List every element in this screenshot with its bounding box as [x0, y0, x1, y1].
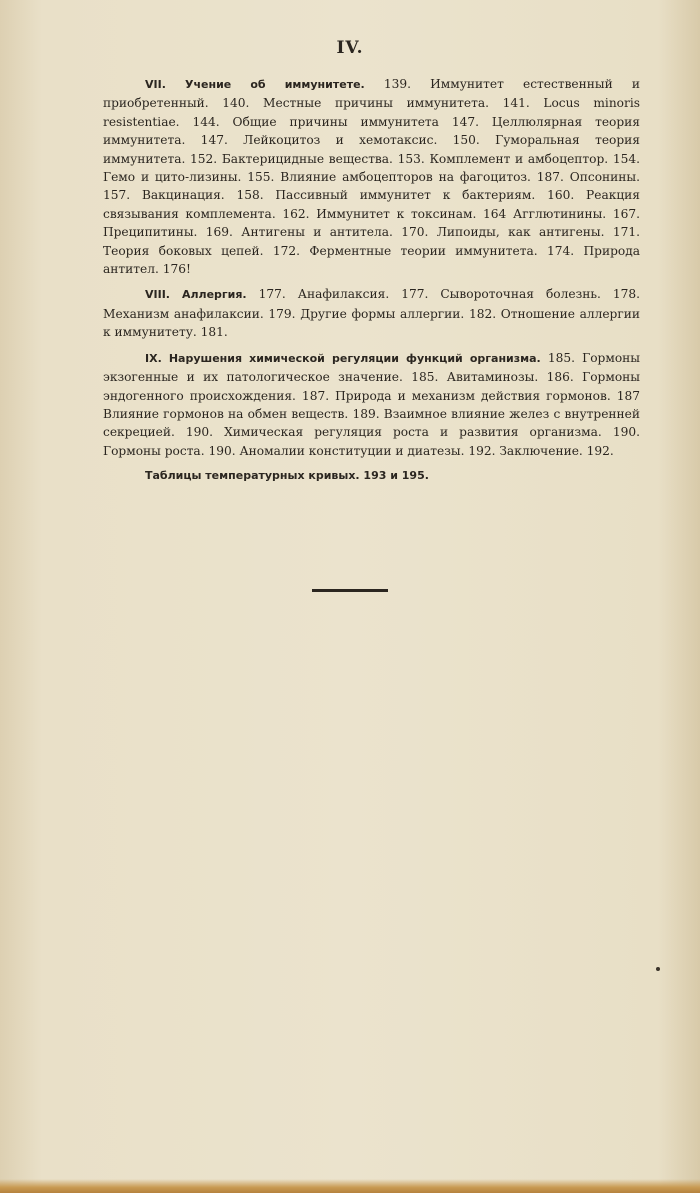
section-heading: VII. Учение об иммунитете.: [145, 78, 365, 91]
toc-section-ix: [103, 349, 640, 460]
section-heading: IX. Нарушения химической регуляции функций организма.: [145, 351, 541, 365]
page-number: IV.: [336, 38, 364, 58]
section-text: 177. Анафилаксия. 177. Сывороточная болезнь. 178. Механизм анафилаксии. 179. Другие формы аллергии. 182. Отношение аллергии к иммунитету. 181.: [103, 287, 640, 340]
paper-speck: [656, 967, 660, 971]
section-heading: VIII. Аллергия.: [145, 288, 247, 302]
section-divider: [312, 589, 388, 592]
toc-section-viii: [103, 285, 640, 341]
section-text: 139. Иммунитет естественный и приобретенный. 140. Местные причины иммунитета. 141. Locus minoris resistentiae. 144. Общие причины иммунитета 147. Целлюлярная теория иммунитета. 147. Лейкоцитоз и хемотаксис. 150. Гуморальная теория иммунитета. 152. Бактерицидные вещества. 153. Комплемент и амбоцептор. 154. Гемо и цито-лизины. 155. Влияние амбоцепторов на фагоцитоз. 187. Опсонины. 157. Вакцинация. 158. Пассивный иммунитет к бактериям. 160. Реакция связывания комплемента. 162. Иммунитет к токсинам. 164 Агглютинины. 167. Преципитины. 169. Антигены и антитела. 170. Липоиды, как антигены. 171. Теория боковых цепей. 172. Ферментные теории иммунитета. 174. Природа антител. 176!: [103, 77, 640, 277]
table-of-contents: [103, 75, 640, 486]
section-text: 185. Гормоны экзогенные и их патологическое значение. 185. Авитаминозы. 186. Гормоны эндогенного происхождения. 187. Природа и механизм действия гормонов. 187 Влияние гормонов на обмен веществ. 189. Взаимное влияние желез с внутренней секрецией. 190. Химическая регуляция роста и развития организма. 190. Гормоны роста. 190. Аномалии конституции и диатезы. 192. Заключение. 192.: [103, 350, 640, 458]
toc-section-vii: [103, 75, 640, 278]
tables-line: Таблицы температурных кривых. 193 и 195.: [145, 469, 429, 483]
page-edge: [0, 1179, 700, 1193]
